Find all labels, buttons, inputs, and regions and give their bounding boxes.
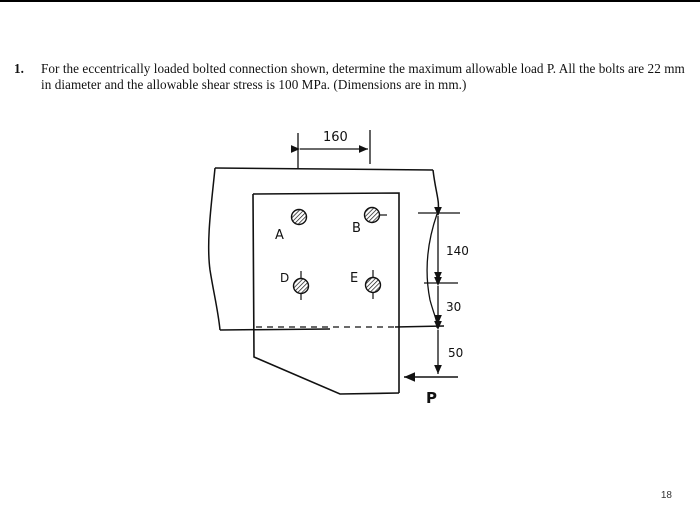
bolt-e <box>366 270 381 299</box>
column-outline <box>209 168 444 330</box>
dimension-50-label: 50 <box>448 346 464 360</box>
bolt-d-label: D <box>280 271 290 285</box>
bolt-b <box>365 208 388 223</box>
bolt-e-label: E <box>350 271 359 286</box>
dimension-140-label: 140 <box>446 244 469 258</box>
page-number: 18 <box>660 490 672 501</box>
dimension-160-label: 160 <box>323 130 348 145</box>
load-label: P <box>426 389 437 407</box>
bolt-a <box>292 210 307 225</box>
break-line <box>427 214 437 328</box>
problem-text: For the eccentrically loaded bolted connection shown, determine the maximum allowable load P. All the bolts are 22 mm in diameter and the allowable shear stress is 100 MPa. (Dimensions are in mm.) <box>41 61 685 92</box>
bolt-d <box>294 271 309 300</box>
dimension-30-label: 30 <box>446 300 462 314</box>
problem-number: 1. <box>14 61 24 76</box>
bracket-plate <box>253 193 399 394</box>
bolt-a-label: A <box>275 228 284 243</box>
bolt-b-label: B <box>352 221 361 236</box>
